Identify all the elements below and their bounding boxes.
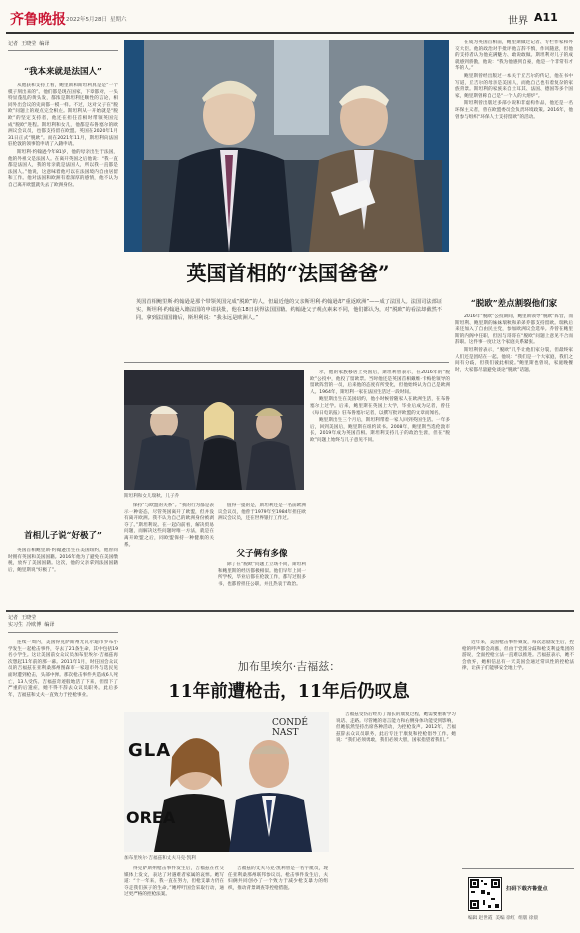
photo-sign-1: GLA xyxy=(128,740,172,761)
story1-col3-text-a: 值得一提的是，斯坦利还是一名前欧洲议会议员，他曾于1979年至1984年担任欧洲议会议员，还在世界银行工作过。 xyxy=(218,503,306,522)
train-scene-illustration xyxy=(124,40,449,252)
masthead xyxy=(0,0,580,34)
story1-subhead-2: 首相儿子说“好极了” xyxy=(24,531,102,541)
issue-weekday: 星期六 xyxy=(110,17,127,23)
story1-main-photo xyxy=(124,40,449,252)
story1-subhead-1: “我本来就是法国人” xyxy=(24,67,102,77)
story2-col2-text: 得克萨斯州枪击事件发生后，吉福兹在社交媒体上发文，表达了对遇难者家属的哀悼。她写道：“十一年来，我一直在努力，但枪支暴力仍在夺走我们孩子的生命。”她呼吁国会采取行动，通过更严格的控枪法案。 xyxy=(124,866,224,898)
story1-col3-text-b: 除了在“脱欧”问题上立场不同，斯坦利和鲍里斯的经历都极相似。他们早年上同一所学校，毕业后都在伦敦工作，都写过很多书，也都曾担任公职，并且热衷于政治。 xyxy=(218,562,306,587)
story2-col4-text: 吉福兹受伤后经历了漫长的康复过程，她需要重新学习说话、走路。尽管她的语言能力和右侧身体功能受到影响，但她依然坚持出席各种活动，为控枪发声。2012年，吉福兹辞去众议员职务，此后专注于康复和控枪倡导工作。她说：“我们必须勇敢，我们必须大胆，国家指望着我们。” xyxy=(336,712,456,744)
qr-text: 扫码下载齐鲁壹点 xyxy=(506,886,548,892)
story2-byline: 记者 王晓莹 实习生 冷欧博 编译 xyxy=(8,615,55,628)
story1-headline: 英国首相的“法国爸爸” xyxy=(186,261,390,285)
story2-col1-text: 连续一周内，美国得克萨斯州尤瓦尔迪市罗布小学发生一起枪击事件，夺去了21条生命，其中包括19名小学生。这让美国前女众议员加布里埃尔·吉福兹再次想起11年前的那一幕。2011年1月，时任国会众议员的吉福兹在亚利桑那州图森市一家超市外与选民见面时遭到枪击，头部中弹。那次枪击事件共造成6人死亡，13人受伤。吉福兹奇迹般地活了下来，但留下了严重的后遗症，她不得不辞去众议员职务。此后多年，吉福兹和丈夫一直致力于控枪事业。 xyxy=(8,640,118,698)
masthead-rule xyxy=(6,32,574,34)
story-divider xyxy=(6,610,574,612)
byline-rule xyxy=(8,50,118,51)
story1-col5-text-a: 在成为英国首相前，鲍里斯做过记者、专栏作家和外交大臣。他的政治对手批评他言辞不慎，作风随意，但他的支持者认为他充满魅力、敢说敢做。斯坦利对儿子的成就感到骄傲，他说：“我为他感到自豪，他是一个非常有才华的人。” 鲍里斯曾经出版过一本关于丘吉尔的传记，他在书中写道，丘吉尔的母亲是美国人，而他自己也有着复杂的家族背景。斯坦利的家族来自土耳其、法国、德国等多个国家，鲍里斯曾称自己是“一个人的大熔炉”。 斯坦利曾出版过多部小说和非虚构作品，他还是一名环保主义者，曾在欧盟委员会负责环境政策。2016年，他曾参与组织“环保人士支持留欧”的活动。 xyxy=(455,40,573,120)
issue-date: 2022年5月28日 xyxy=(66,17,107,23)
qr-code[interactable] xyxy=(468,877,502,911)
story1-col1-text-a: 从他获和支持上看，鲍里斯和斯坦利真是是“一个模子刻出来的”。他们都是现在国家，下章都对，一头特显蓬乱的黄头发，都浓是斯坦利还顺性的言论，相同外出会议的史尚都一模一样。不过，这对父子在“脱欧”问题上的观点完全相左。斯坦利从一开始就是“脱欧”的坚定支持者，他还在担任首相时带领英国完成“脱欧”进程。斯坦利和女儿，他都是布鲁塞尔的欧洲议会议员，也都支持留在欧盟。英国在2020年1月31日正式“脱欧”。而在2021年11月，斯坦利向法国驻伦敦的领事馆申请了入籍申请。 斯坦利·约翰逊今年81岁，他的母亲出生于法国，他的外祖父是法国人。在离开英国之后他说：“我一直都是法国人，我的母亲就是法国人，所以我一直都是法国人。”他说，这意味着他可以在法国境内自由居留和工作。他对法国和欧洲有着深厚的感情，他不认为自己离开欧盟就失去了欧洲身份。 xyxy=(8,83,118,188)
story1-family-photo xyxy=(124,370,304,490)
story2-kicker: 加布里埃尔·吉福兹： xyxy=(237,660,341,673)
section-name: 世界 xyxy=(508,16,528,27)
newspaper-logo: 齐鲁晚报 xyxy=(10,12,66,28)
story2-col5-text: 近年来，美国枪击事件频发，每次悲剧发生后，控枪的呼声都会高涨，但由于党派分歧和枪支利益集团的游说，全面控枪立法一直难以推进。吉福兹表示，她不会放弃，她相信总有一天美国会通过常识性的控枪法律，让孩子们能够安全地上学。 xyxy=(462,640,574,672)
photo-sign-2: CONDÉ NAST xyxy=(272,718,308,738)
family-photo-caption: 斯坦利和女儿瑞秋、儿子乔 xyxy=(124,494,180,499)
footer-box xyxy=(462,868,574,928)
story2-photo-caption: 加布里埃尔·吉福兹和丈夫马克·凯利 xyxy=(124,856,196,861)
footer-credits: 编辑 赵世霞 美编 徐红 组版 徐晨 xyxy=(468,916,539,921)
story2-col3-text: 吉福兹的丈夫马克·凯利曾是一名宇航员，现任亚利桑那州联邦参议员。枪击事件发生后，夫妇俩共同创办了一个致力于减少枪支暴力的组织，推动背景调查等控枪措施。 xyxy=(228,866,328,891)
story2-headline: 11年前遭枪击，11年后仍叹息 xyxy=(168,682,410,702)
lead-rule xyxy=(124,362,449,363)
story2-photo xyxy=(124,712,329,852)
byline2-rule xyxy=(8,632,118,633)
page-number: A11 xyxy=(534,11,558,24)
story1-col2-text: 保持“与欧盟的关系”。“我的行为都是表示一种姿态，尽管英国离开了欧盟，但并没有离开欧洲。我不认为自己的欧洲身份被剥夺了。”斯坦利说。在一起向前看，解决贸易问题，而解决这些问题时唯一方法，就是在离开欧盟之后，同欧盟保持一种健康的关系。 xyxy=(124,503,214,548)
story1-byline: 记者 王晓莹 编译 xyxy=(8,41,50,47)
story1-col5-text-b: 2016年“脱欧”公投期间，鲍里斯领导“脱欧”阵营，而斯坦利、鲍里斯的妹妹瑞秋和弟弟乔都支持留欧。瑞秋后来还加入了自由民主党，参加欧洲议会选举。乔曾在鲍里斯的内阁中任职，但因与哥哥在“脱欧”问题上意见不合而辞职。这件事一度让这个家庭关系紧张。 斯坦利曾表示，“脱欧”几乎让他们家分裂，但最终家人们还是团结在一起。他说：“我们是一个大家庭，我们之间有分歧，但我们彼此相爱。”鲍里斯也曾说，家庭晚餐时，大家都尽量避免谈论“脱欧”话题。 xyxy=(455,314,573,373)
story1-col1-text-c: 英国首相鲍里斯·约翰逊出生在美国纽约，他曾同时拥有英国和美国国籍。2016年他为了避免在美国缴税，放弃了美国国籍。这次，他的父亲拿到法国国籍后，鲍里斯说“好极了”。 xyxy=(8,548,118,573)
story1-subhead-4: “脱欧”差点割裂他们家 xyxy=(470,299,558,309)
story1-lead: 英国首相鲍里斯·约翰逊是那个带领英国完成“脱欧”的人，但最近他的父亲斯坦利·约翰逊却“重返欧洲”——成了法国人。法国司法部证实，斯坦利·约翰逊入籍法国的申请获批，他在18日获得法国国籍。约翰逊父子观点素来不同，他们都认为，对“脱欧”的看法却截然不同。拿到法国国籍后，斯坦利说：“我永远是欧洲人。” xyxy=(136,299,442,322)
photo-sign-3: OREA xyxy=(126,808,176,827)
story1-subhead-3: 父子俩有多像 xyxy=(236,549,288,559)
qr-code-icon xyxy=(469,878,501,910)
story1-col4-text-a: 尔，他的家族移居上英国后，斯坦利曾表示，在2016年的“脱欧”公投中，他投了留欧票。当时他还是英国首相戴维·卡梅伦领导的留欧阵营的一员，后来他的态度有所变化，但他始终认为自己是欧洲人。1964年，斯坦利一家在法国生活过一段时间。 鲍里斯出生在美国纽约，他小时候曾随家人在欧洲生活，在布鲁塞尔上过学。后来，鲍里斯在英国上大学，毕业后成为记者，曾任《每日电讯报》驻布鲁塞尔记者，以撰写批评欧盟的文章而闻名。 鲍里斯出生三个月后，斯坦利带着一家人回到英国生活。一年多后，回到美国后，鲍里斯在纽约读书。2008年，鲍里斯当选伦敦市长，2019年成为英国首相。斯坦利支持儿子的政治生涯，但在“脱欧”问题上始终与儿子意见不同。 xyxy=(310,370,450,443)
